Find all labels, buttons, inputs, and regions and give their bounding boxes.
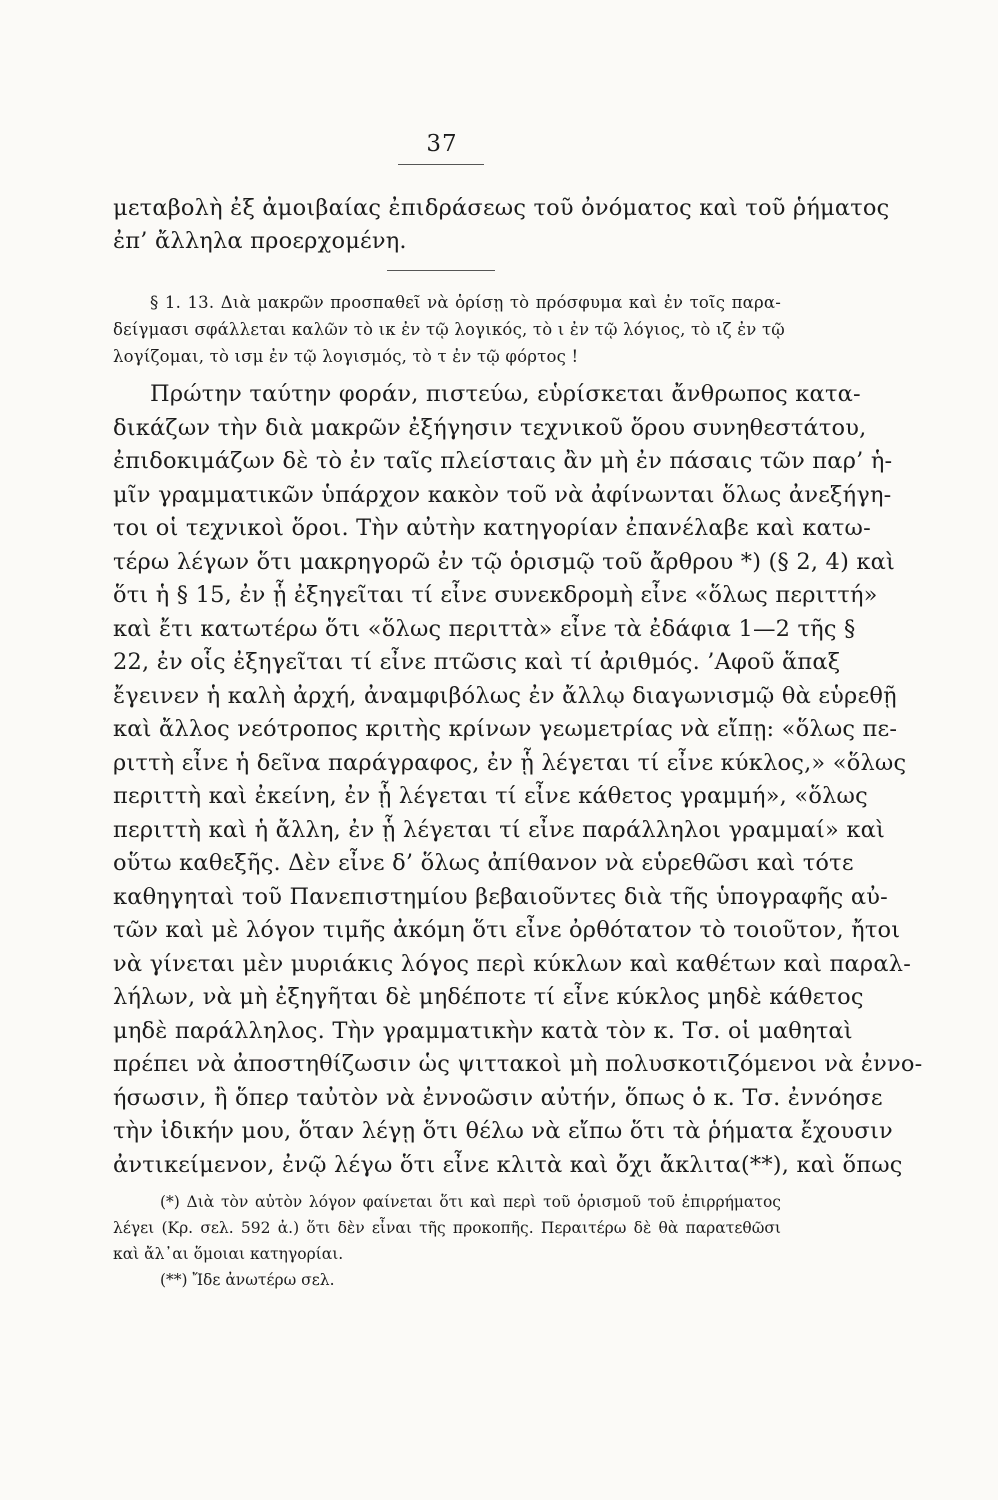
body-line: περιττὴ καὶ ἡ ἄλλη, ἐν ᾗ λέγεται τί εἶνε παράλληλοι γραμμαί» καὶ: [113, 817, 886, 843]
body-line: τοι οἱ τεχνικοὶ ὅροι. Τὴν αὐτὴν κατηγορίαν ἐπανέλαβε καὶ κατω-: [113, 515, 871, 541]
body-line: Πρώτην ταύτην φοράν, πιστεύω, εὑρίσκεται ἄνθρωπος κατα-: [150, 381, 861, 407]
body-line: πρέπει νὰ ἀποστηθίζωσιν ὡς ψιττακοὶ μὴ πολυσκοτιζόμενοι νὰ ἐννο-: [113, 1051, 923, 1077]
footnote-line: (*) Διὰ τὸν αὐτὸν λόγον φαίνεται ὅτι καὶ περὶ τοῦ ὁρισμοῦ τοῦ ἐπιρρήματος: [160, 1193, 781, 1211]
body-line: περιττὴ καὶ ἐκείνη, ἐν ᾗ λέγεται τί εἶνε κάθετος γραμμή», «ὅλως: [113, 783, 868, 809]
body-line: καὶ ἔτι κατωτέρω ὅτι «ὅλως περιττὰ» εἶνε τὰ ἐδάφια 1—2 τῆς §: [113, 616, 856, 642]
body-line: τὴν ἰδικήν μου, ὅταν λέγῃ ὅτι θέλω νὰ εἴπω ὅτι τὰ ῥήματα ἔχουσιν: [113, 1118, 893, 1144]
body-line: ριττὴ εἶνε ἡ δεῖνα παράγραφος, ἐν ᾗ λέγεται τί εἶνε κύκλος,» «ὅλως: [113, 750, 907, 776]
section-line: λογίζομαι, τὸ ισμ ἐν τῷ λογισμός, τὸ τ ἐν τῷ φόρτος !: [113, 347, 579, 366]
section-line: δείγμασι σφάλλεται καλῶν τὸ ικ ἐν τῷ λογικός, τὸ ι ἐν τῷ λόγιος, τὸ ιζ ἐν τῷ: [113, 320, 785, 339]
body-line: ἐπιδοκιμάζων δὲ τὸ ἐν ταῖς πλείσταις ἂν μὴ ἐν πάσαις τῶν παρ’ ἡ-: [113, 448, 893, 474]
body-line: ὅτι ἡ § 15, ἐν ᾗ ἐξηγεῖται τί εἶνε συνεκδρομὴ εἶνε «ὅλως περιττή»: [113, 582, 878, 608]
footnote-line: λέγει (Κρ. σελ. 592 ἀ.) ὅτι δὲν εἶναι τῆς προκοπῆς. Περαιτέρω δὲ θὰ παρατεθῶσι: [113, 1219, 781, 1237]
footnote-line: (**) Ἴδε ἀνωτέρω σελ.: [160, 1271, 335, 1289]
intro-line: ἐπ’ ἄλληλα προερχομένη.: [113, 228, 407, 254]
page-number-rule: [398, 164, 484, 165]
intro-line: μεταβολὴ ἐξ ἀμοιβαίας ἐπιδράσεως τοῦ ὀνόματος καὶ τοῦ ῥήματος: [113, 195, 890, 221]
body-line: τέρω λέγων ὅτι μακρηγορῶ ἐν τῷ ὁρισμῷ τοῦ ἄρθρου *) (§ 2, 4) καὶ: [113, 549, 896, 575]
footnote-line: καὶ ἄλ᾽αι ὅμοιαι κατηγορίαι.: [113, 1245, 344, 1263]
body-line: ἀντικείμενον, ἐνῷ λέγω ὅτι εἶνε κλιτὰ καὶ ὄχι ἄκλιτα(**), καὶ ὅπως: [113, 1152, 903, 1178]
body-line: μηδὲ παράλληλος. Τὴν γραμματικὴν κατὰ τὸν κ. Τσ. οἱ μαθηταὶ: [113, 1018, 853, 1044]
body-line: 22, ἐν οἷς ἐξηγεῖται τί εἶνε πτῶσις καὶ τί ἀριθμός. ’Αφοῦ ἅπαξ: [113, 649, 841, 675]
body-line: νὰ γίνεται μὲν μυριάκις λόγος περὶ κύκλων καὶ καθέτων καὶ παραλ-: [113, 951, 912, 977]
section-line: § 1. 13. Διὰ μακρῶν προσπαθεῖ νὰ ὁρίσῃ τὸ πρόσφυμα καὶ ἐν τοῖς παρα-: [150, 293, 781, 312]
body-line: λήλων, νὰ μὴ ἐξηγῆται δὲ μηδέποτε τί εἶνε κύκλος μηδὲ κάθετος: [113, 984, 864, 1010]
body-line: τῶν καὶ μὲ λόγον τιμῆς ἀκόμη ὅτι εἶνε ὀρθότατον τὸ τοιοῦτον, ἤτοι: [113, 917, 901, 943]
body-line: ἔγεινεν ἡ καλὴ ἀρχή, ἀναμφιβόλως ἐν ἄλλῳ διαγωνισμῷ θὰ εὑρεθῇ: [113, 683, 897, 709]
body-line: μῖν γραμματικῶν ὑπάρχον κακὸν τοῦ νὰ ἀφίνωνται ὅλως ἀνεξήγη-: [113, 482, 892, 508]
body-line: οὕτω καθεξῆς. Δὲν εἶνε δ’ ὅλως ἀπίθανον νὰ εὑρεθῶσι καὶ τότε: [113, 850, 854, 876]
body-line: καὶ ἄλλος νεότροπος κριτὴς κρίνων γεωμετρίας νὰ εἴπῃ: «ὅλως πε-: [113, 716, 898, 742]
body-line: καθηγηταὶ τοῦ Πανεπιστημίου βεβαιοῦντες διὰ τῆς ὑπογραφῆς αὐ-: [113, 884, 888, 910]
body-line: δικάζων τὴν διὰ μακρῶν ἐξήγησιν τεχνικοῦ ὅρου συνηθεστάτου,: [113, 415, 867, 441]
section-divider: [387, 270, 495, 271]
page-number: 37: [426, 131, 458, 157]
body-line: ήσωσιν, ἢ ὅπερ ταὐτὸν νὰ ἐννοῶσιν αὐτήν, ὅπως ὁ κ. Τσ. ἐννόησε: [113, 1085, 883, 1111]
